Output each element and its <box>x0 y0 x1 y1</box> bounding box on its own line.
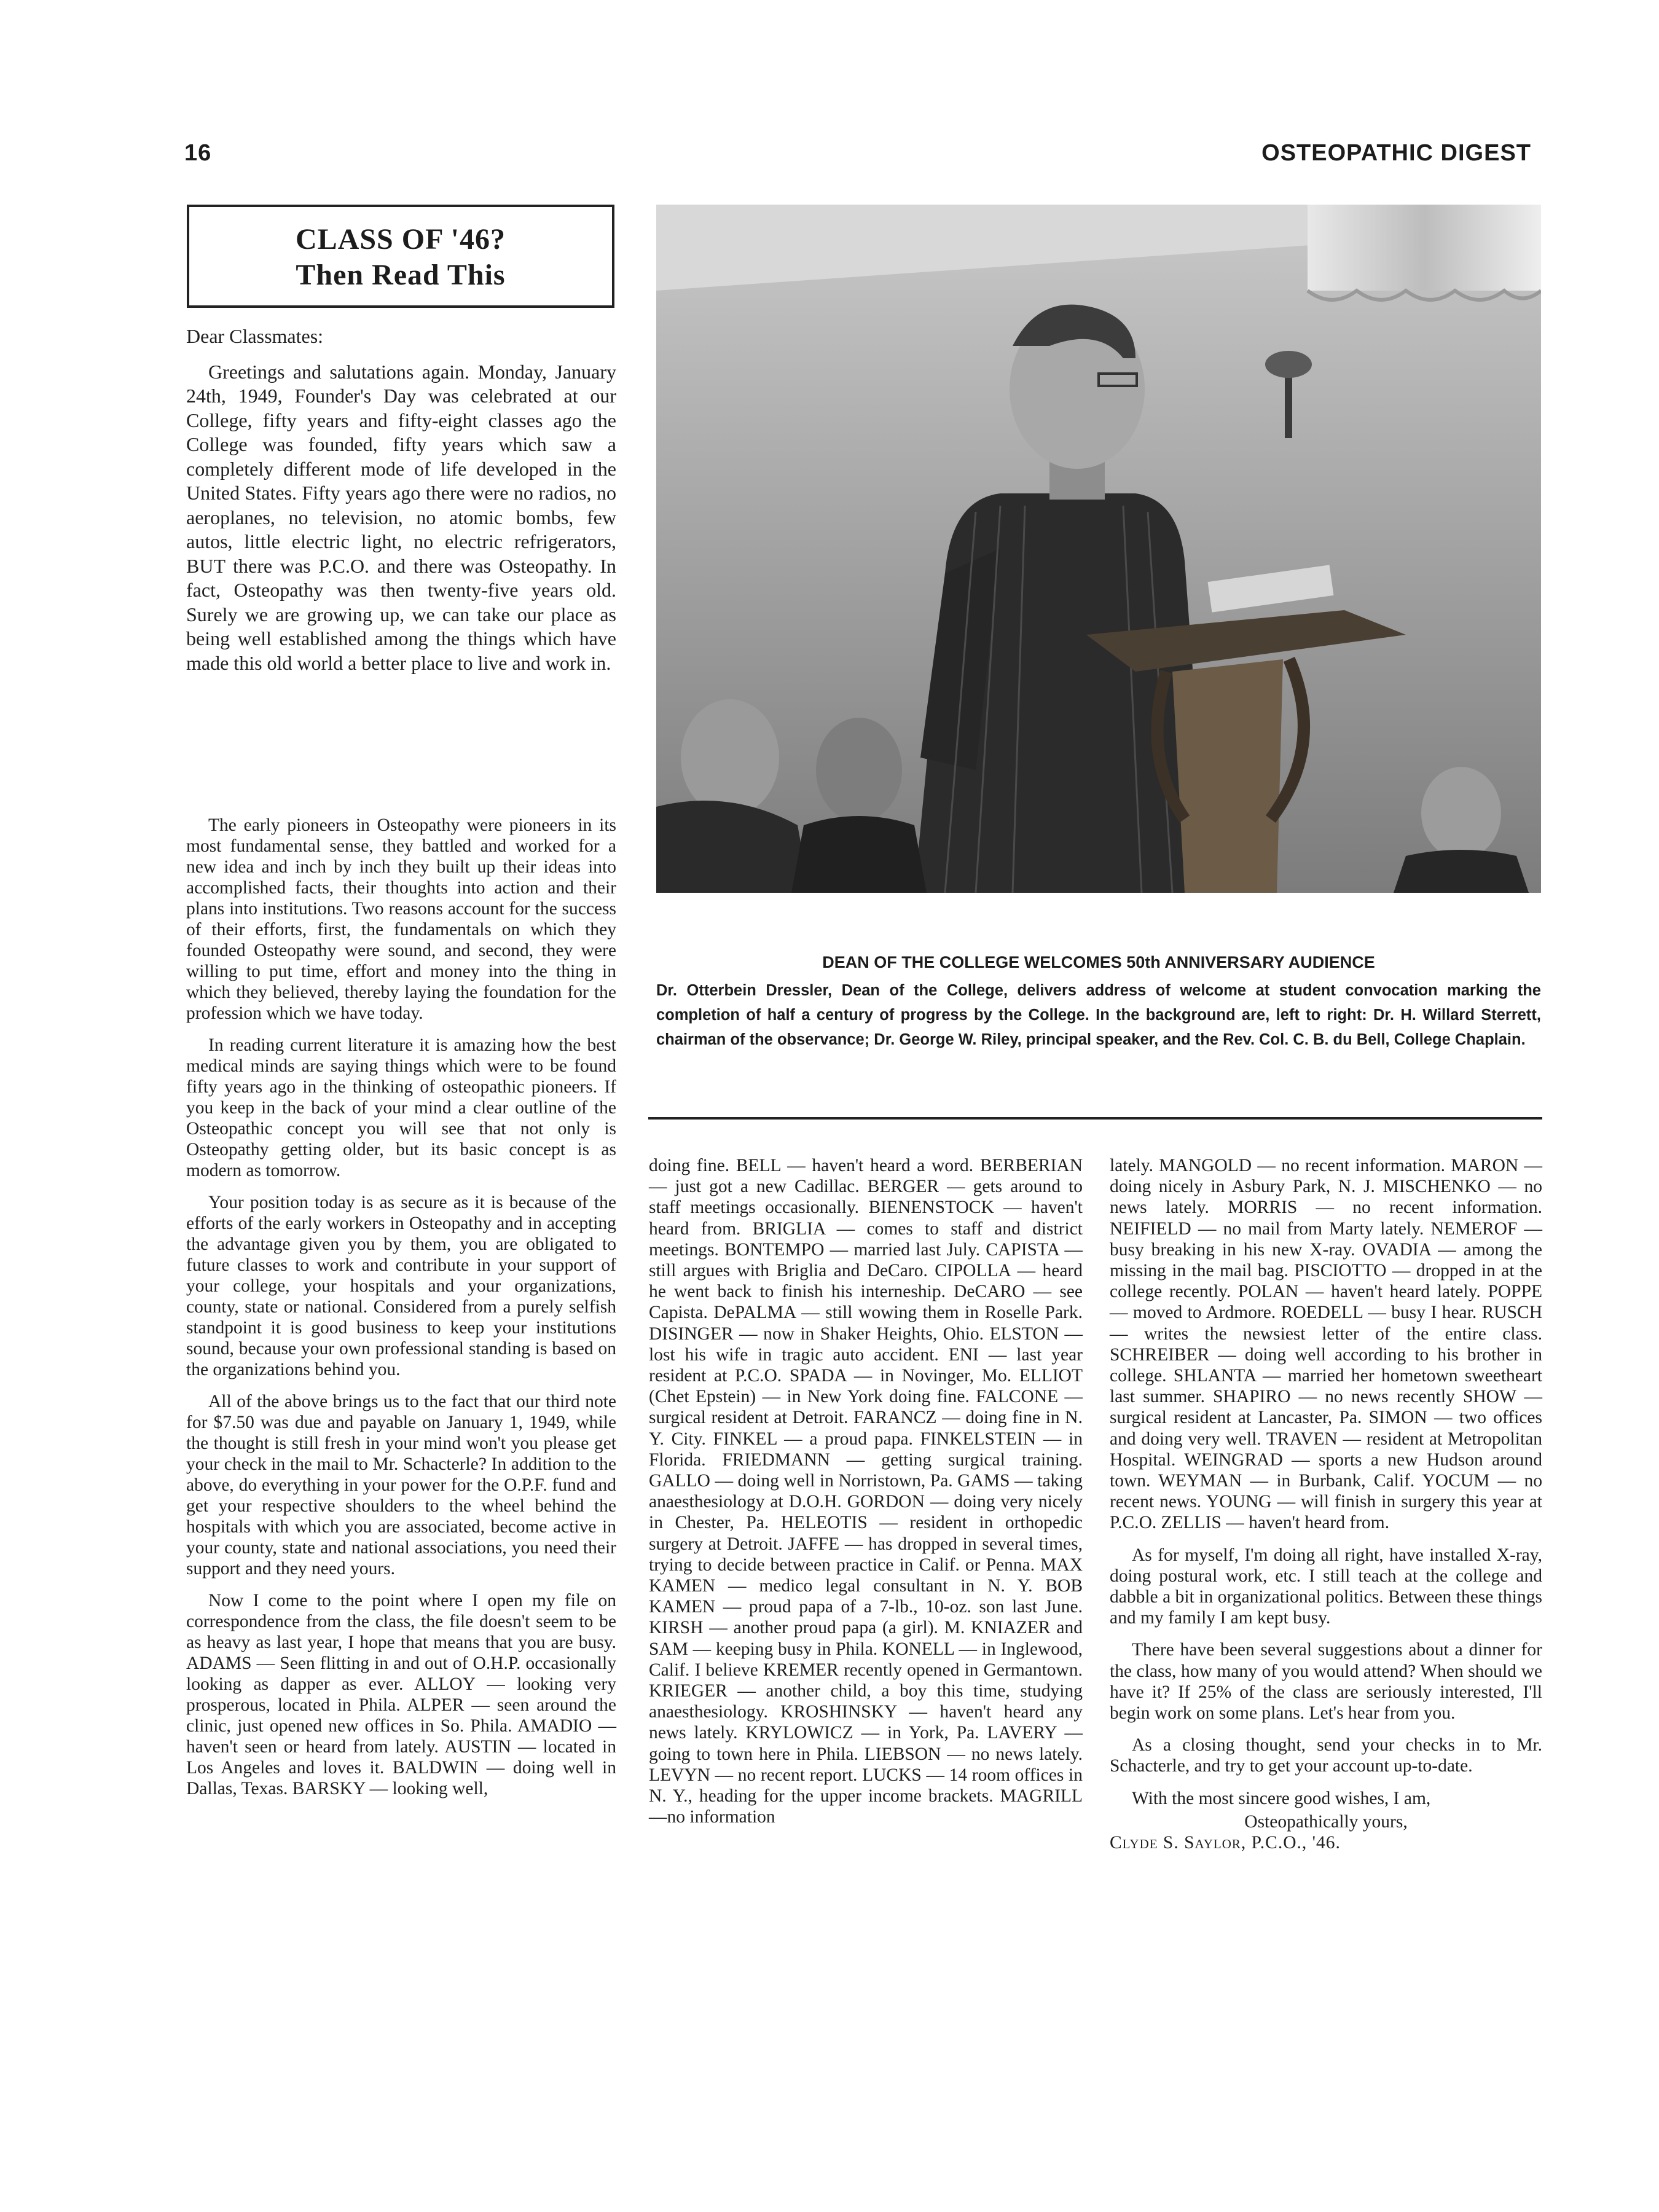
caption-body: Dr. Otterbein Dressler, Dean of the College, delivers address of welcome at student convocation marking the completion of half a century of progress by the College. In the background are, left to right: Dr. H. Willard Sterrett, chairman of the observance; Dr. George W. Riley, principal speaker, and the Rev. Col. C. B. du Bell, College Chaplain. <box>656 982 1541 1048</box>
article-title-line2: Then Read This <box>296 259 506 291</box>
paragraph-literature: In reading current literature it is amazing how the best medical minds are saying things which were to be found fifty years ago in the thinking of osteopathic pioneers. If you keep in the back of your mind a clear outline of the Osteopathic concept you will see that not only is Osteopathy getting older, but its basic concept is as modern as tomorrow. <box>186 1035 616 1180</box>
article-title-box <box>187 205 614 308</box>
photo-caption <box>656 950 1541 1052</box>
classmate-news-part-2: lately. MANGOLD — no recent information. MARON — doing nicely in Asbury Park, N. J. MISCHENKO — no news lately. MORRIS — no recent information. NEIFIELD — no mail from Marty lately. NEMEROF — busy breaking in his new X-ray. OVADIA — among the missing in the mail bag. PISCIOTTO — dropped in at the college recently. POLAN — haven't heard lately. POPPE — moved to Ardmore. ROEDELL — busy I hear. RUSCH — writes the newsiest letter of the entire class. SCHREIBER — doing well according to his brother in college. SHLANTA — married her hometown sweetheart last summer. SHAPIRO — no news recently SHOW — surgical resident at Lancaster, Pa. SIMON — two offices and doing very well. TRAVEN — resident at Metropolitan Hospital. WEINGRAD — sports a new Hudson around town. WEYMAN — in Burbank, Calif. YOCUM — no recent news. YOUNG — will finish in surgery this year at P.C.O. ZELLIS — haven't heard from. <box>1110 1156 1542 1533</box>
column-2-body <box>649 1155 1083 1839</box>
paragraph-myself: As for myself, I'm doing all right, have installed X-ray, doing postural work, etc. I still teach at the college and dabble a bit in organizational politics. Between these things and my family I am kept busy. <box>1110 1545 1542 1628</box>
dean-speaking-photo <box>656 205 1541 893</box>
column-1-lead <box>186 324 616 686</box>
caption-headline: DEAN OF THE COLLEGE WELCOMES 50th ANNIVERSARY AUDIENCE <box>822 953 1375 971</box>
paragraph-class-dinner: There have been several suggestions about a dinner for the class, how many of you would attend? When should we have it? If 25% of the class are seriously interested, I'll begin work on some plans. Let's hear from you. <box>1110 1640 1542 1724</box>
paragraph-founders-day: Greetings and salutations again. Monday, January 24th, 1949, Founder's Day was celebrated at our College, fifty years and fifty-eight classes ago the College was founded, fifty years which saw a completely different mode of life developed in the United States. Fifty years ago there were no radios, no aeroplanes, no television, no atomic bombs, few autos, little electric light, no electric refrigerators, BUT there was P.C.O. and there was Osteopathy. In fact, Osteopathy was then twenty-five years old. Surely we are growing up, we can take our place as being well established among the things which have made this old world a better place to live and work in. <box>186 360 616 674</box>
paragraph-pioneers: The early pioneers in Osteopathy were pioneers in its most fundamental sense, they battled and worked for a new idea and inch by inch they built up their ideas into accomplished facts, their thoughts into action and their plans into institutions. Two reasons account for the success of their efforts, first, the fundamentals on which they founded Osteopathy were sound, and second, they were willing to put time, effort and money into the thing in which they believed, thereby laying the foundation for the profession which we have today. <box>186 815 616 1023</box>
paragraph-closing: As a closing thought, send your checks in to Mr. Schacterle, and try to get your account up-to-date. <box>1110 1735 1542 1776</box>
article-title-line1: CLASS OF '46? <box>296 223 506 256</box>
classmate-news-part-1: doing fine. BELL — haven't heard a word. BERBERIAN — just got a new Cadillac. BERGER — gets around to staff meetings occasionally. BIENENSTOCK — haven't heard from. BRIGLIA — comes to staff and district meetings. BONTEMPO — married last July. CAPISTA — still argues with Briglia and DeCaro. CIPOLLA — heard he went back to finish his interneship. DeCARO — see Capista. DePALMA — still wowing them in Roselle Park. DISINGER — now in Shaker Heights, Ohio. ELSTON — lost his wife in tragic auto accident. ENI — last year resident at P.C.O. SPADA — in Novinger, Mo. ELLIOT (Chet Epstein) — in New York doing fine. FALCONE — surgical resident at Detroit. FARANCZ — doing fine in N. Y. City. FINKEL — a proud papa. FINKELSTEIN — in Florida. FRIEDMANN — getting surgical training. GALLO — doing well in Norristown, Pa. GAMS — taking anaesthesiology at D.O.H. GORDON — doing very nicely in Chester, Pa. HELEOTIS — resident in orthopedic surgery at Detroit. JAFFE — has dropped in several times, trying to decide between practice in Calif. or Penna. MAX KAMEN — medico legal consultant in N. Y. BOB KAMEN — proud papa of a 7-lb., 10-oz. son last June. KIRSH — another proud papa (a girl). M. KNIAZER and SAM — keeping busy in Phila. KONELL — in Inglewood, Calif. I believe KREMER recently opened in Germantown. KRIEGER — another child, a boy this time, studying anaesthesiology. KROSHINSKY — haven't heard any news lately. KRYLOWICZ — in York, Pa. LAVERY — going to town here in Phila. LIEBSON — no news lately. LEVYN — no recent report. LUCKS — 14 room offices in N. Y., heading for the upper income brackets. MAGRILL—no information <box>649 1156 1083 1827</box>
column-1-body <box>186 815 616 1810</box>
signature: Clyde S. Saylor, P.C.O., '46. <box>1110 1833 1341 1853</box>
valediction: Osteopathically yours, <box>1244 1811 1408 1832</box>
paragraph-correspondence: Now I come to the point where I open my file on correspondence from the class, the file doesn't seem to be as heavy as last year, I hope that means that you are busy. ADAMS — Seen flitting in and out of O.H.P. occasionally looking as dapper as ever. ALLOY — looking very prosperous, located in Phila. ALPER — seen around the clinic, just opened new offices in So. Phila. AMADIO — haven't seen or heard from lately. AUSTIN — located in Los Angeles and loves it. BALDWIN — doing well in Dallas, Texas. BARSKY — looking well, <box>186 1591 616 1798</box>
salutation: Dear Classmates: <box>186 325 324 347</box>
photo-illustration <box>656 205 1541 893</box>
column-3-body <box>1110 1155 1542 1864</box>
paragraph-note-due: All of the above brings us to the fact that our third note for $7.50 was due and payable on January 1, 1949, while the thought is still fresh in your mind won't you please get your check in the mail to Mr. Schacterle? In addition to the above, do everything in your power for the O.P.F. fund and get your respective shoulders to the wheel behind the hospitals with which you are associated, become active in your county, state and national associations, you need their support and they need yours. <box>186 1392 616 1579</box>
paragraph-wishes: With the most sincere good wishes, I am, <box>1132 1788 1431 1808</box>
page-number: 16 <box>184 140 212 166</box>
section-divider <box>648 1117 1542 1120</box>
paragraph-position: Your position today is as secure as it is because of the efforts of the early workers in Osteopathy and in accepting the advantage given you by them, you are obligated to future classes to work and contribute in your support of your college, your hospitals and your organizations, county, state or national. Considered from a purely selfish standpoint it is good business to keep your institutions sound, because your own professional standing is based on the organizations behind you. <box>186 1193 616 1379</box>
publication-title: OSTEOPATHIC DIGEST <box>1261 140 1531 166</box>
